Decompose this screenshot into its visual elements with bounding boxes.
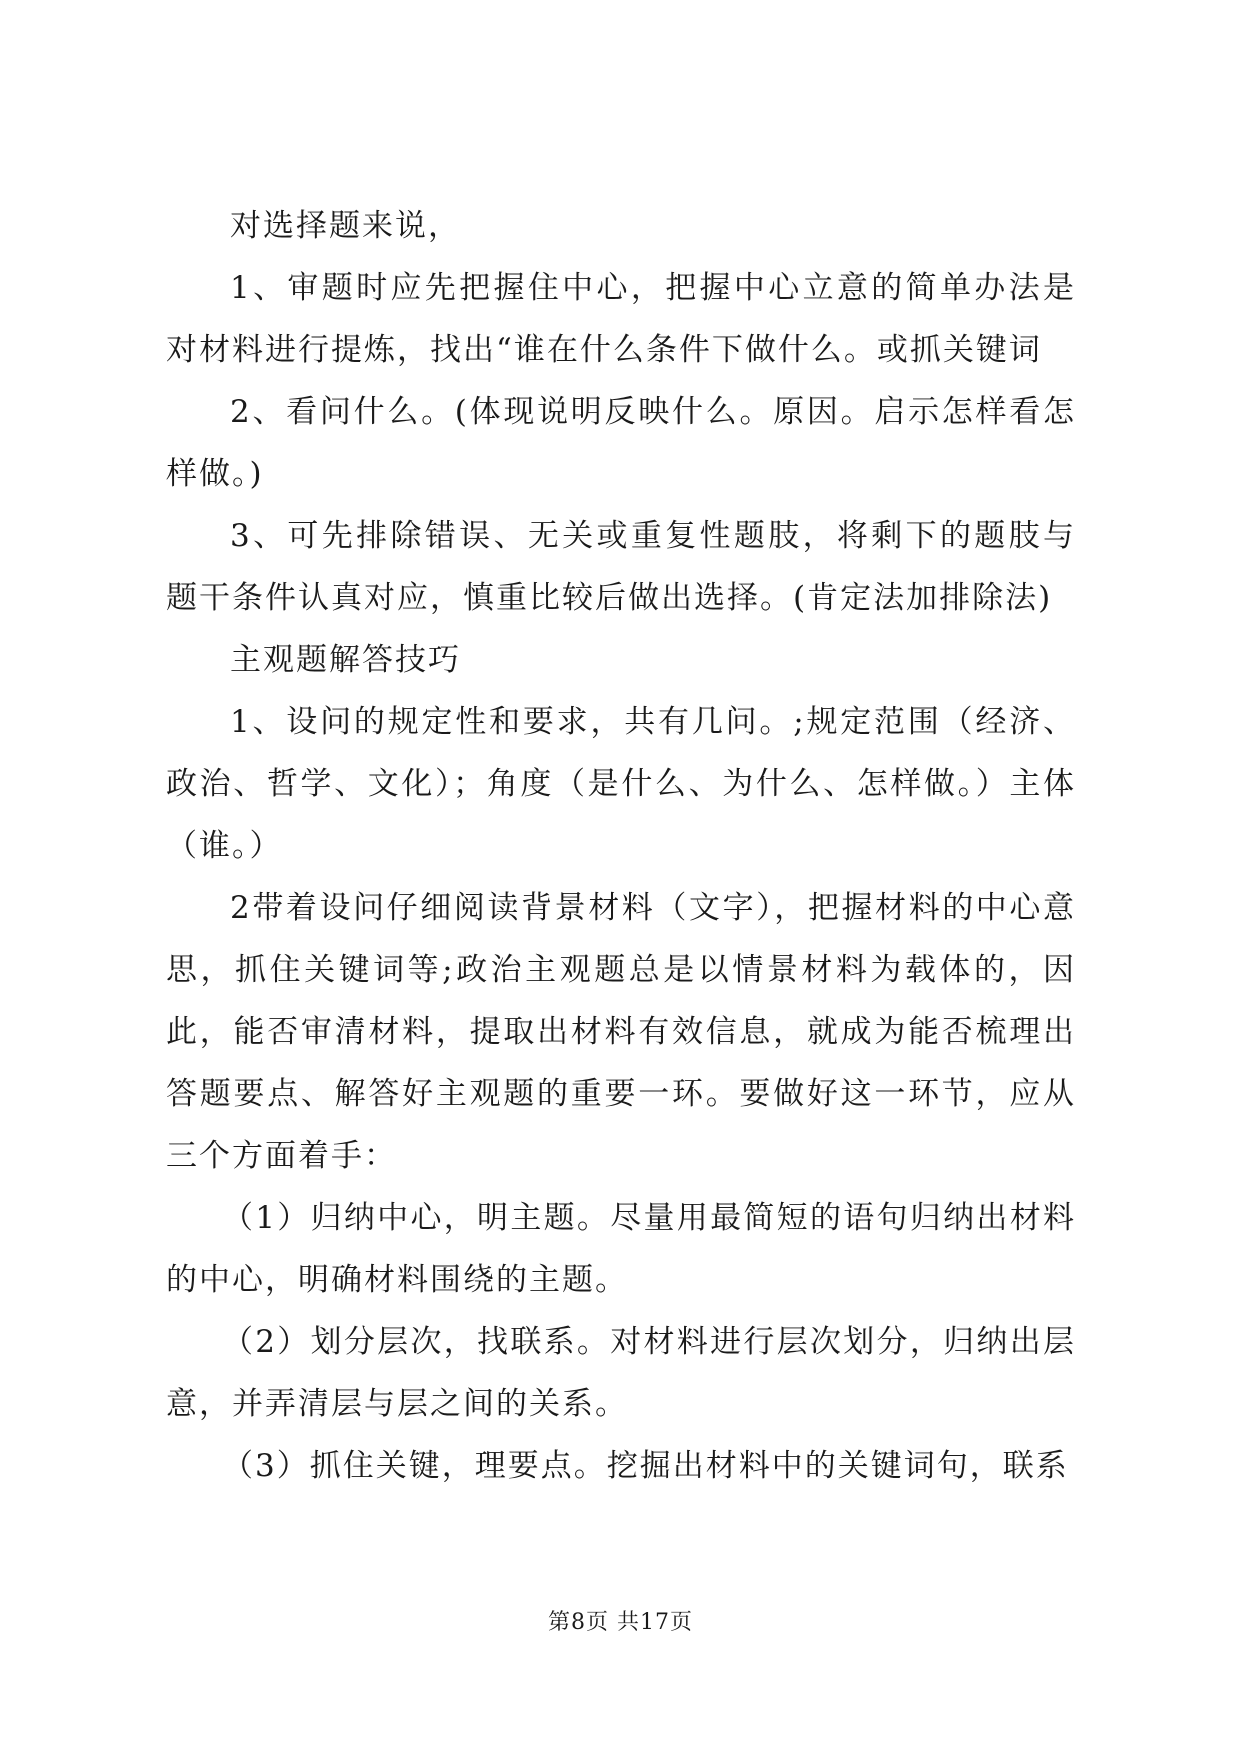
paragraph-subitem-1: （1）归纳中心，明主题。尽量用最简短的语句归纳出材料的中心，明确材料围绕的主题。 <box>166 1200 1076 1298</box>
section-heading-subjective: 主观题解答技巧 <box>230 642 461 678</box>
paragraph-choice-intro: 对选择题来说， <box>230 208 461 244</box>
paragraph-choice-step-3: 3、可先排除错误、无关或重复性题肢，将剩下的题肢与题干条件认真对应，慎重比较后做出选择。(肯定法加排除法) <box>166 518 1076 616</box>
paragraph-subitem-2: （2）划分层次，找联系。对材料进行层次划分，归纳出层意，并弄清层与层之间的关系。 <box>166 1324 1076 1422</box>
paragraph-choice-step-1: 1、审题时应先把握住中心，把握中心立意的简单办法是对材料进行提炼，找出“谁在什么条件下做什么。或抓关键词 <box>166 270 1076 368</box>
page-number-footer: 第8页 共17页 <box>548 1610 693 1635</box>
paragraph-subjective-step-2: 2带着设问仔细阅读背景材料（文字），把握材料的中心意思，抓住关键词等;政治主观题总是以情景材料为载体的，因此，能否审清材料，提取出材料有效信息，就成为能否梳理出答题要点、解答好主观题的重要一环。要做好这一环节，应从三个方面着手： <box>166 890 1076 1174</box>
paragraph-choice-step-2: 2、看问什么。(体现说明反映什么。原因。启示怎样看怎样做。) <box>166 394 1076 492</box>
document-body <box>166 195 1076 1497</box>
paragraph-subjective-step-1: 1、设问的规定性和要求，共有几问。;规定范围（经济、政治、哲学、文化）；角度（是什么、为什么、怎样做。）主体（谁。） <box>166 704 1076 864</box>
paragraph-subitem-3: （3）抓住关键，理要点。挖掘出材料中的关键词句，联系 <box>222 1448 1069 1484</box>
